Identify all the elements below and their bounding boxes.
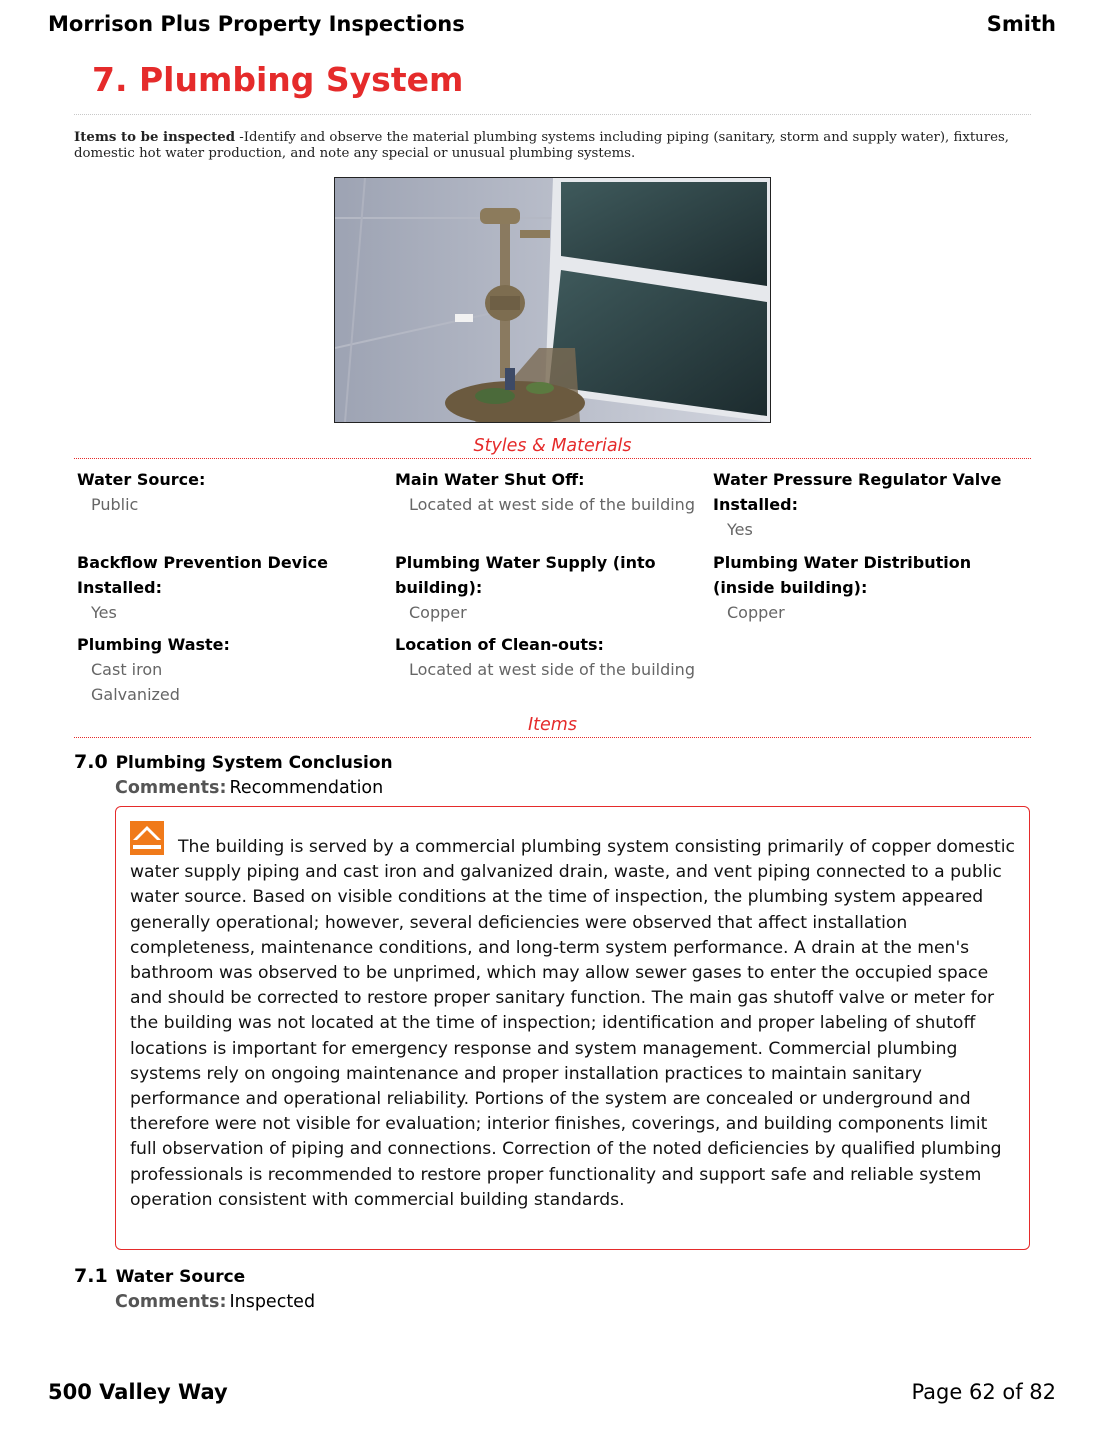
material-value: Galvanized xyxy=(91,685,180,704)
item-number: 7.0 xyxy=(74,751,108,773)
items-heading: Items xyxy=(528,715,577,735)
material-pressure-regulator xyxy=(713,467,1018,542)
page-number: Page 62 of 82 xyxy=(911,1380,1056,1404)
item-title: Plumbing System Conclusion xyxy=(115,753,393,773)
material-label: Location of Clean-outs: xyxy=(395,635,604,654)
material-water-supply xyxy=(395,550,680,625)
material-label: Backflow Prevention Device Installed: xyxy=(77,553,328,597)
item-heading-7-0 xyxy=(74,751,393,773)
recommendation-text: The building is served by a commercial plumbing system consisting primarily of copper domestic water supply piping and cast iron and galvanized drain, waste, and vent piping connected to a public water source. Based on visible conditions at the time of inspection, the plumbing system appeared generally operational; however, several deficiencies were observed that affect installation completeness, maintenance conditions, and long-term system performance. A drain at the men's bathroom was observed to be unprimed, which may allow sewer gases to enter the occupied space and should be corrected to restore proper sanitary function. The main gas shutoff valve or meter for the building was not located at the time of inspection; identification and proper labeling of shutoff locations is important for emergency response and system management. Commercial plumbing systems rely on ongoing maintenance and proper installation practices to maintain sanitary performance and operational reliability. Portions of the system are concealed or underground and therefore were not visible for evaluation; interior finishes, coverings, and building components limit full observation of piping and connections. Correction of the noted deficiencies by qualified plumbing professionals is recommended to restore proper functionality and support safe and reliable system operation consistent with commercial building standards. xyxy=(130,837,1015,1210)
material-backflow-device xyxy=(77,550,347,625)
material-water-distribution xyxy=(713,550,993,625)
styles-materials-heading: Styles & Materials xyxy=(473,436,632,456)
items-divider xyxy=(74,737,1031,738)
material-label: Water Pressure Regulator Valve Installed: xyxy=(713,470,1002,514)
material-label: Main Water Shut Off: xyxy=(395,470,585,489)
item-number: 7.1 xyxy=(74,1265,108,1287)
material-value: Copper xyxy=(409,603,467,622)
section-intro xyxy=(74,130,1034,162)
material-value: Public xyxy=(91,495,139,514)
section-title: 7. Plumbing System xyxy=(92,60,464,99)
material-label: Plumbing Waste: xyxy=(77,635,230,654)
material-clean-outs xyxy=(395,632,705,682)
comments-value: Inspected xyxy=(229,1292,316,1312)
item-title: Water Source xyxy=(115,1267,246,1287)
material-value: Cast iron xyxy=(91,660,163,679)
footer-address: 500 Valley Way xyxy=(48,1380,228,1404)
plumbing-photo xyxy=(334,177,771,423)
material-main-water-shutoff xyxy=(395,467,705,517)
comments-value: Recommendation xyxy=(229,778,384,798)
material-label: Plumbing Water Distribution (inside building): xyxy=(713,553,972,597)
material-water-source xyxy=(77,467,387,517)
comments-label: Comments: xyxy=(115,778,227,798)
recommendation-box xyxy=(115,806,1030,1250)
material-value: Yes xyxy=(91,603,117,622)
material-value: Copper xyxy=(727,603,785,622)
material-label: Water Source: xyxy=(77,470,206,489)
material-label: Plumbing Water Supply (into building): xyxy=(395,553,656,597)
item-heading-7-1 xyxy=(74,1265,245,1287)
intro-text: -Identify and observe the material plumbing systems including piping (sanitary, storm and supply water), fixtures, domestic hot water production, and note any special or unusual plumbing systems. xyxy=(74,130,1010,161)
material-value: Located at west side of the building xyxy=(409,495,695,514)
title-divider xyxy=(74,114,1031,115)
material-value: Yes xyxy=(727,520,753,539)
item-comments-7-0 xyxy=(115,778,383,798)
material-value: Located at west side of the building xyxy=(409,660,695,679)
intro-label: Items to be inspected xyxy=(74,130,235,145)
company-name: Morrison Plus Property Inspections xyxy=(48,12,465,36)
material-plumbing-waste xyxy=(77,632,387,707)
styles-divider xyxy=(74,458,1031,459)
client-name: Smith xyxy=(986,12,1056,36)
backflow-device-photo-illustration xyxy=(335,178,770,422)
item-comments-7-1 xyxy=(115,1292,315,1312)
comments-label: Comments: xyxy=(115,1292,227,1312)
